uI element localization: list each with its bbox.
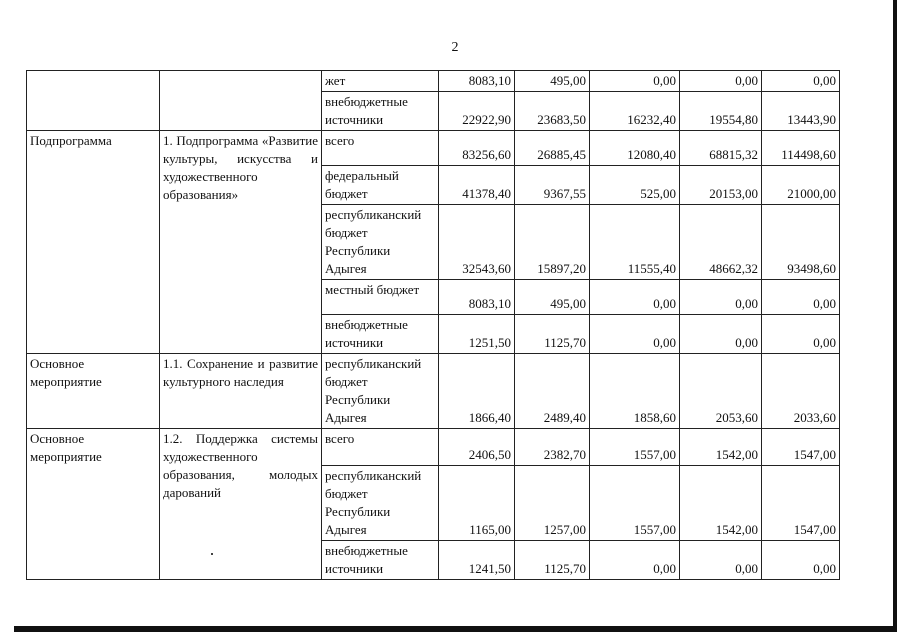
scan-bottom-border — [14, 626, 897, 632]
value-cell: 1547,00 — [762, 429, 840, 466]
value-cell: 0,00 — [680, 541, 762, 580]
value-cell: 23683,50 — [515, 92, 590, 131]
budget-table — [26, 70, 840, 580]
value-cell: 68815,32 — [680, 131, 762, 166]
funding-source: всего — [322, 131, 439, 166]
value-cell: 15897,20 — [515, 205, 590, 280]
value-cell: 495,00 — [515, 280, 590, 315]
funding-source: внебюджетные источники — [322, 92, 439, 131]
program-name-cell: 1. Подпрограмма «Развитие культуры, искусства и художественного образования» — [160, 131, 322, 354]
value-cell: 1557,00 — [590, 429, 680, 466]
measure-type-cell: Основное мероприятие — [27, 354, 160, 429]
funding-source: республиканский бюджет Республики Адыгея — [322, 354, 439, 429]
value-cell: 19554,80 — [680, 92, 762, 131]
value-cell: 1542,00 — [680, 466, 762, 541]
value-cell: 0,00 — [590, 71, 680, 92]
scan-right-border — [893, 0, 897, 632]
funding-source: федеральный бюджет — [322, 166, 439, 205]
value-cell: 20153,00 — [680, 166, 762, 205]
funding-source: республиканский бюджет Республики Адыгея — [322, 466, 439, 541]
table-row — [27, 354, 840, 429]
value-cell: 1125,70 — [515, 315, 590, 354]
value-cell: 83256,60 — [439, 131, 515, 166]
value-cell: 1866,40 — [439, 354, 515, 429]
value-cell: 26885,45 — [515, 131, 590, 166]
value-cell: 41378,40 — [439, 166, 515, 205]
value-cell: 1542,00 — [680, 429, 762, 466]
funding-source: жет — [322, 71, 439, 92]
funding-source: внебюджетные источники — [322, 315, 439, 354]
continuation-type-cell — [27, 71, 160, 131]
funding-source: внебюджетные источники — [322, 541, 439, 580]
value-cell: 11555,40 — [590, 205, 680, 280]
value-cell: 1547,00 — [762, 466, 840, 541]
value-cell: 93498,60 — [762, 205, 840, 280]
value-cell: 0,00 — [680, 71, 762, 92]
value-cell: 2382,70 — [515, 429, 590, 466]
value-cell: 1241,50 — [439, 541, 515, 580]
value-cell: 0,00 — [590, 280, 680, 315]
value-cell: 16232,40 — [590, 92, 680, 131]
value-cell: 0,00 — [590, 541, 680, 580]
value-cell: 2053,60 — [680, 354, 762, 429]
table-row — [27, 71, 840, 92]
value-cell: 21000,00 — [762, 166, 840, 205]
value-cell: 0,00 — [590, 315, 680, 354]
value-cell: 48662,32 — [680, 205, 762, 280]
program-type-cell: Подпрограмма — [27, 131, 160, 354]
continuation-name-cell — [160, 71, 322, 131]
value-cell: 1858,60 — [590, 354, 680, 429]
value-cell: 9367,55 — [515, 166, 590, 205]
value-cell: 495,00 — [515, 71, 590, 92]
value-cell: 1165,00 — [439, 466, 515, 541]
value-cell: 0,00 — [762, 280, 840, 315]
measure-name-cell: 1.1. Сохранение и развитие культурного наследия — [160, 354, 322, 429]
page-number: 2 — [451, 40, 459, 55]
value-cell: 32543,60 — [439, 205, 515, 280]
value-cell: 0,00 — [680, 315, 762, 354]
value-cell: 8083,10 — [439, 280, 515, 315]
value-cell: 0,00 — [762, 315, 840, 354]
value-cell: 1125,70 — [515, 541, 590, 580]
value-cell: 1557,00 — [590, 466, 680, 541]
measure-name-cell: 1.2. Поддержка системы художественного образования, молодых дарований — [160, 429, 322, 580]
funding-source: республиканский бюджет Республики Адыгея — [322, 205, 439, 280]
scan-speck — [211, 553, 213, 555]
table-row — [27, 131, 840, 166]
table-row — [27, 429, 840, 466]
value-cell: 0,00 — [762, 71, 840, 92]
value-cell: 1257,00 — [515, 466, 590, 541]
value-cell: 114498,60 — [762, 131, 840, 166]
value-cell: 2489,40 — [515, 354, 590, 429]
measure-type-cell: Основное мероприятие — [27, 429, 160, 580]
value-cell: 13443,90 — [762, 92, 840, 131]
value-cell: 0,00 — [762, 541, 840, 580]
funding-source: всего — [322, 429, 439, 466]
value-cell: 2033,60 — [762, 354, 840, 429]
value-cell: 1251,50 — [439, 315, 515, 354]
value-cell: 8083,10 — [439, 71, 515, 92]
value-cell: 0,00 — [680, 280, 762, 315]
funding-source: местный бюджет — [322, 280, 439, 315]
value-cell: 12080,40 — [590, 131, 680, 166]
value-cell: 2406,50 — [439, 429, 515, 466]
value-cell: 525,00 — [590, 166, 680, 205]
value-cell: 22922,90 — [439, 92, 515, 131]
